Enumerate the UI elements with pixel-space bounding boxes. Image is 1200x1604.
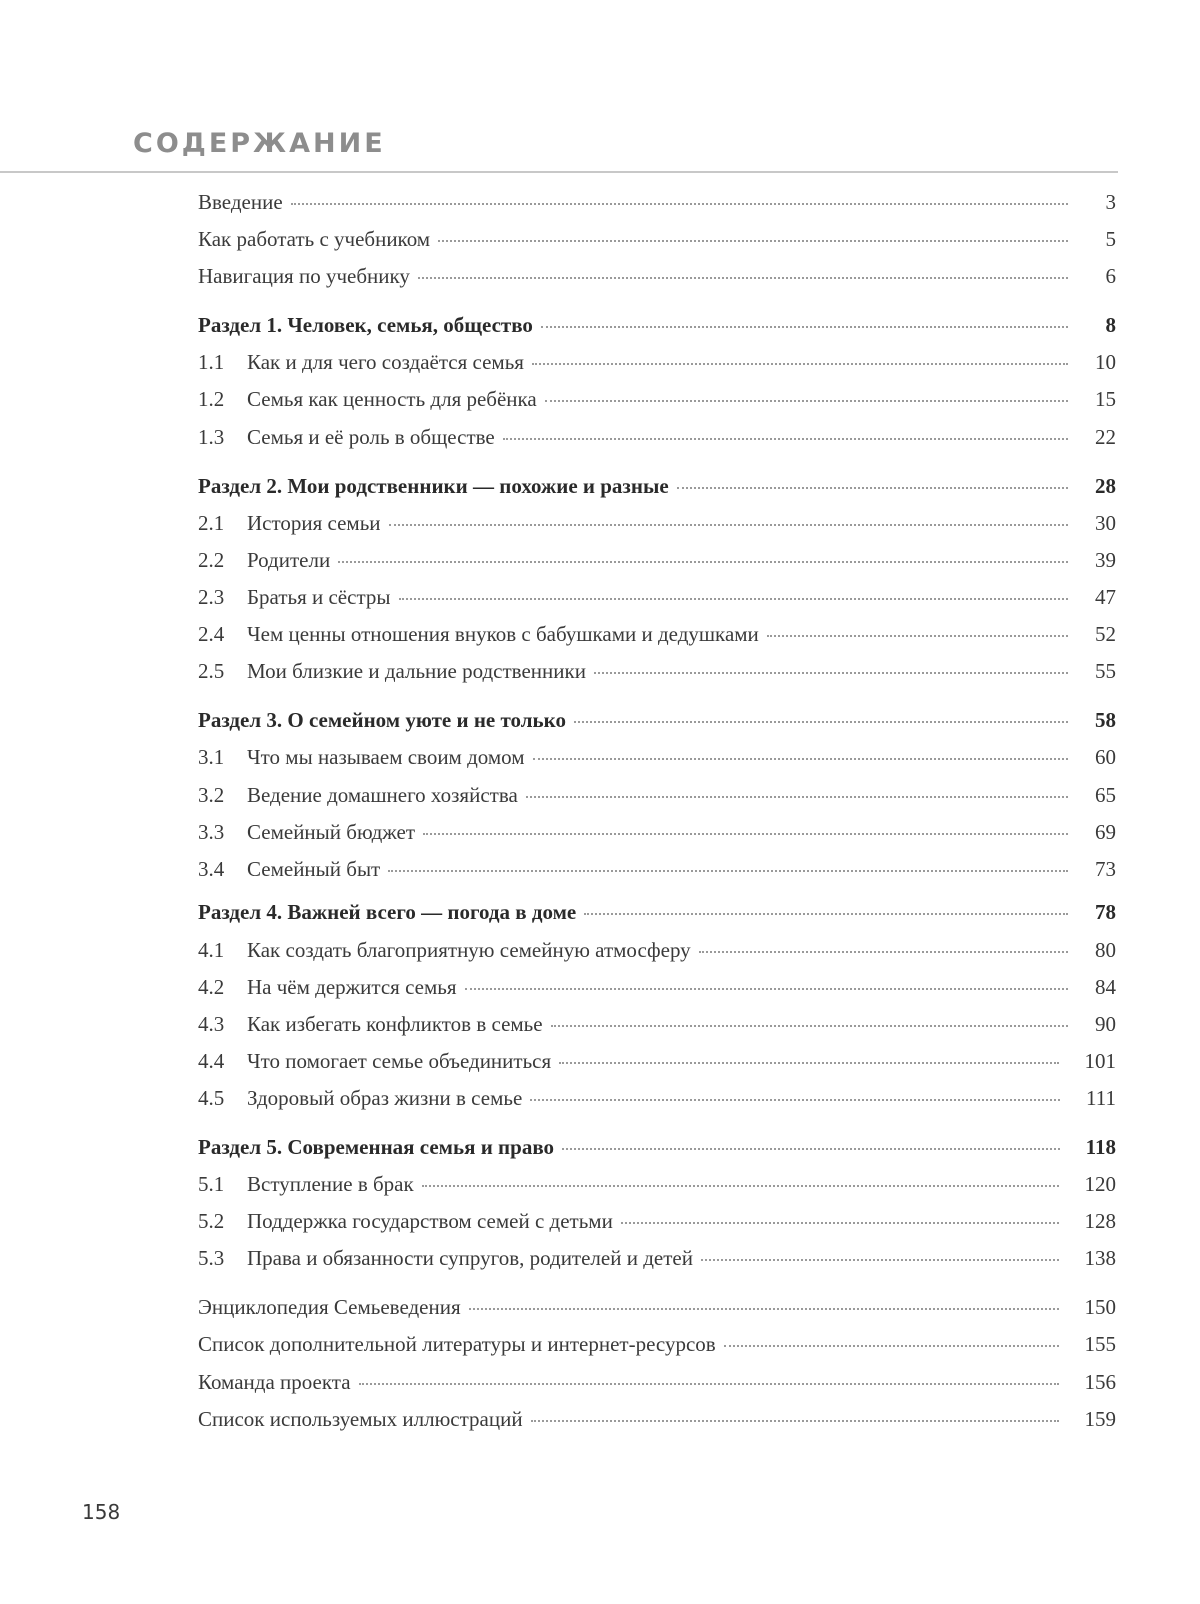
toc-page-number: 47 [1095, 585, 1116, 609]
toc-entry-number: 2.4 [198, 622, 225, 646]
page-number: 158 [82, 1500, 121, 1524]
toc-page-number: 90 [1095, 1012, 1116, 1036]
toc-entry-row [198, 543, 1116, 577]
toc-entry-row [198, 1402, 1116, 1436]
toc-entry-label: История семьи [247, 511, 381, 535]
toc-page-number: 8 [1105, 313, 1116, 337]
dot-leader [359, 1383, 1059, 1385]
toc-page-number: 128 [1084, 1209, 1116, 1233]
dot-leader [551, 1025, 1068, 1027]
toc-page-number: 65 [1095, 783, 1116, 807]
toc-entry-label: Родители [247, 548, 331, 572]
toc-entry-label: Семья как ценность для ребёнка [247, 387, 537, 411]
dot-leader [389, 524, 1068, 526]
toc-section-row [198, 308, 1116, 342]
dot-leader [559, 1062, 1058, 1064]
dot-leader [388, 870, 1068, 872]
toc-entry-number: 4.4 [198, 1049, 225, 1073]
dot-leader [465, 988, 1069, 990]
toc-entry-row [198, 970, 1116, 1004]
dot-leader [677, 487, 1068, 489]
toc-entry-label: Мои близкие и дальние родственники [247, 659, 586, 683]
toc-page-number: 120 [1084, 1172, 1116, 1196]
dot-leader [767, 635, 1068, 637]
toc-entry-label: Поддержка государством семей с детьми [247, 1209, 613, 1233]
dot-leader [438, 240, 1068, 242]
toc-entry-label: Права и обязанности супругов, родителей и детей [247, 1246, 693, 1270]
toc-entry-row [198, 852, 1116, 886]
toc-entry-number: 4.1 [198, 938, 225, 962]
toc-entry-number: 5.1 [198, 1172, 225, 1196]
toc-entry-row [198, 222, 1116, 256]
toc-page-number: 156 [1084, 1370, 1116, 1394]
toc-page-number: 111 [1086, 1086, 1116, 1110]
dot-leader [399, 598, 1069, 600]
toc-entry-label: На чём держится семья [247, 975, 457, 999]
toc-page-number: 52 [1095, 622, 1116, 646]
toc-page-number: 15 [1095, 387, 1116, 411]
dot-leader [526, 796, 1068, 798]
toc-page-number: 10 [1095, 350, 1116, 374]
toc-page-number: 69 [1095, 820, 1116, 844]
dot-leader [291, 203, 1068, 205]
toc-entry-row [198, 420, 1116, 454]
toc-page-number: 39 [1095, 548, 1116, 572]
toc-entry-row [198, 580, 1116, 614]
page-title: СОДЕРЖАНИЕ [133, 128, 386, 159]
toc-section-row [198, 1130, 1116, 1164]
toc-entry-number: 4.3 [198, 1012, 225, 1036]
toc-entry-label: Семейный быт [247, 857, 381, 881]
toc-page-number: 30 [1095, 511, 1116, 535]
dot-leader [724, 1345, 1059, 1347]
toc-page-number: 138 [1084, 1246, 1116, 1270]
toc-entry-row [198, 259, 1116, 293]
toc-entry-label: Как создать благоприятную семейную атмосферу [247, 938, 691, 962]
toc-entry-label: Вступление в брак [247, 1172, 414, 1196]
toc-entry-label: Раздел 5. Современная семья и право [198, 1135, 555, 1159]
toc-entry-label: Навигация по учебнику [198, 264, 410, 288]
toc-entry-label: Братья и сёстры [247, 585, 391, 609]
toc-entry-number: 4.5 [198, 1086, 225, 1110]
toc-entry-number: 2.2 [198, 548, 225, 572]
toc-entry-row [198, 1365, 1116, 1399]
toc-entry-label: Список дополнительной литературы и интернет-ресурсов [198, 1332, 716, 1356]
dot-leader [531, 1420, 1059, 1422]
toc-page-number: 6 [1105, 264, 1116, 288]
dot-leader [594, 672, 1068, 674]
toc-page-number: 84 [1095, 975, 1116, 999]
toc-entry-label: Раздел 1. Человек, семья, общество [198, 313, 533, 337]
toc-entry-number: 3.2 [198, 783, 225, 807]
toc-entry-label: Семья и её роль в обществе [247, 425, 495, 449]
dot-leader [533, 758, 1068, 760]
toc-entry-row [198, 1290, 1116, 1324]
toc-entry-label: Энциклопедия Семьеведения [198, 1295, 461, 1319]
toc-entry-label: Список используемых иллюстраций [198, 1407, 523, 1431]
dot-leader [422, 1185, 1059, 1187]
toc-entry-label: Раздел 3. О семейном уюте и не только [198, 708, 566, 732]
toc-entry-row [198, 740, 1116, 774]
toc-entry-row [198, 506, 1116, 540]
toc-page-number: 5 [1105, 227, 1116, 251]
toc-entry-number: 1.2 [198, 387, 225, 411]
toc-entry-label: Чем ценны отношения внуков с бабушками и дедушками [247, 622, 759, 646]
dot-leader [423, 833, 1068, 835]
toc-page-number: 78 [1095, 900, 1116, 924]
toc-entry-row [198, 345, 1116, 379]
dot-leader [701, 1259, 1059, 1261]
toc-entry-row [198, 933, 1116, 967]
toc-section-row [198, 703, 1116, 737]
dot-leader [469, 1308, 1059, 1310]
toc-entry-row [198, 1167, 1116, 1201]
dot-leader [541, 326, 1068, 328]
toc-entry-row [198, 1044, 1116, 1078]
toc-entry-label: Введение [198, 190, 283, 214]
toc-entry-number: 4.2 [198, 975, 225, 999]
toc-section-row [198, 469, 1116, 503]
toc-entry-label: Раздел 2. Мои родственники — похожие и разные [198, 474, 669, 498]
toc-entry-row [198, 778, 1116, 812]
dot-leader [562, 1148, 1060, 1150]
dot-leader [574, 721, 1068, 723]
dot-leader [338, 561, 1068, 563]
toc-entry-label: Как работать с учебником [198, 227, 431, 251]
toc-page-number: 3 [1105, 190, 1116, 214]
toc-entry-label: Ведение домашнего хозяйства [247, 783, 518, 807]
toc-entry-number: 5.3 [198, 1246, 225, 1270]
toc-entry-number: 2.3 [198, 585, 225, 609]
toc-entry-row [198, 1007, 1116, 1041]
toc-entry-label: Раздел 4. Важней всего — погода в доме [198, 900, 577, 924]
toc-entry-label: Семейный бюджет [247, 820, 415, 844]
toc-entry-number: 2.1 [198, 511, 225, 535]
toc-entry-label: Что помогает семье объединиться [247, 1049, 552, 1073]
toc-entry-label: Здоровый образ жизни в семье [247, 1086, 523, 1110]
toc-page-number: 150 [1084, 1295, 1116, 1319]
toc-entry-row [198, 617, 1116, 651]
toc-entry-label: Команда проекта [198, 1370, 351, 1394]
dot-leader [418, 277, 1068, 279]
toc-entry-row [198, 815, 1116, 849]
dot-leader [545, 400, 1068, 402]
toc-page-number: 58 [1095, 708, 1116, 732]
toc-entry-number: 1.3 [198, 425, 225, 449]
toc-page-number: 101 [1084, 1049, 1116, 1073]
toc-page-number: 118 [1085, 1135, 1116, 1159]
toc-section-row [198, 895, 1116, 929]
dot-leader [584, 913, 1068, 915]
toc-page-number: 55 [1095, 659, 1116, 683]
toc-entry-label: Что мы называем своим домом [247, 745, 525, 769]
toc-page-number: 73 [1095, 857, 1116, 881]
toc-page-number: 155 [1084, 1332, 1116, 1356]
toc-entry-number: 3.3 [198, 820, 225, 844]
dot-leader [621, 1222, 1059, 1224]
toc-entry-number: 1.1 [198, 350, 225, 374]
toc-entry-number: 5.2 [198, 1209, 225, 1233]
toc-entry-row [198, 654, 1116, 688]
toc-entry-number: 2.5 [198, 659, 225, 683]
toc-entry-row [198, 1327, 1116, 1361]
toc-entry-row [198, 185, 1116, 219]
toc-entry-number: 3.1 [198, 745, 225, 769]
toc-entry-label: Как избегать конфликтов в семье [247, 1012, 543, 1036]
toc-page-number: 80 [1095, 938, 1116, 962]
toc-entry-row [198, 1241, 1116, 1275]
toc-entry-number: 3.4 [198, 857, 225, 881]
toc-page-number: 159 [1084, 1407, 1116, 1431]
toc-entry-row [198, 1081, 1116, 1115]
toc-entry-row [198, 382, 1116, 416]
toc-page-number: 28 [1095, 474, 1116, 498]
dot-leader [532, 363, 1068, 365]
toc-page-number: 22 [1095, 425, 1116, 449]
dot-leader [699, 951, 1068, 953]
toc-entry-row [198, 1204, 1116, 1238]
dot-leader [530, 1099, 1060, 1101]
toc-page-number: 60 [1095, 745, 1116, 769]
dot-leader [503, 438, 1068, 440]
toc-entry-label: Как и для чего создаётся семья [247, 350, 524, 374]
